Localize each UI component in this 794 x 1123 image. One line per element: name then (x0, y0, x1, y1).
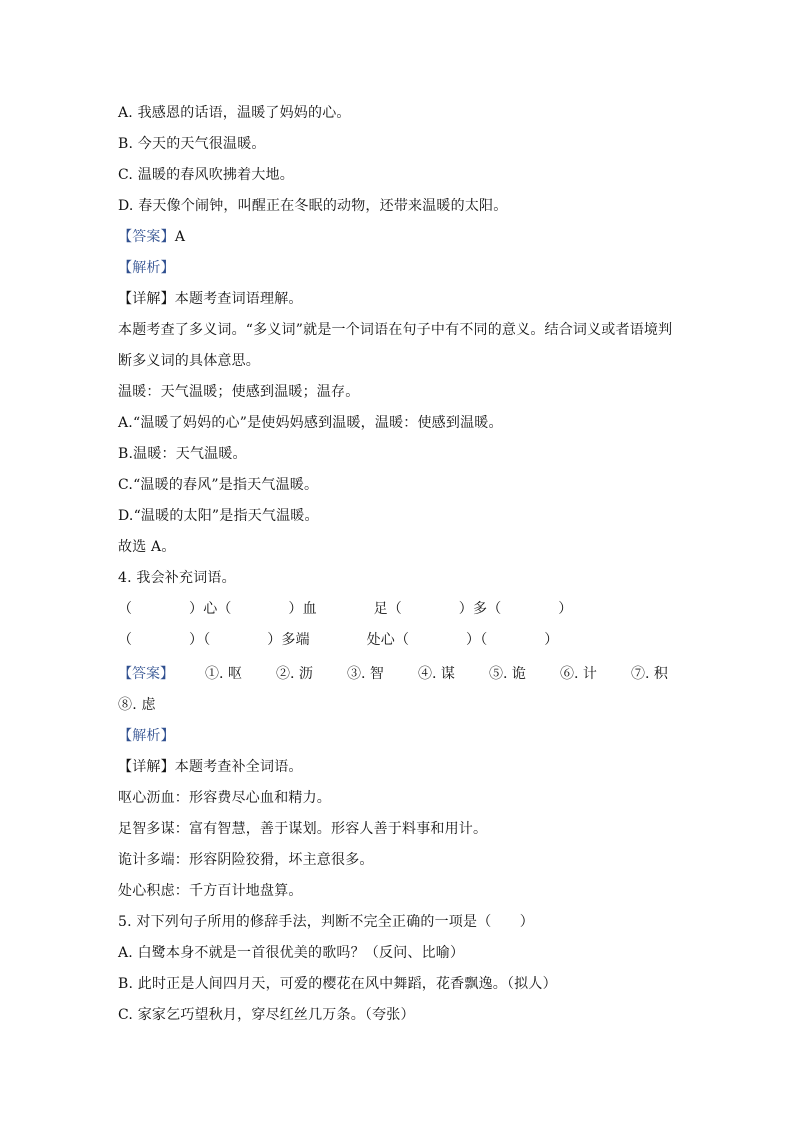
option-c: C. 温暖的春风吹拂着大地。 (118, 167, 294, 183)
answer-item: ⑥. 计 (560, 666, 597, 682)
answer-value: A (174, 229, 186, 245)
answer-item: ⑦. 积 (631, 666, 668, 682)
analysis-label: 【解析】 (118, 728, 175, 744)
detail-line: 诡计多端：形容阴险狡猾，坏主意很多。 (118, 852, 374, 868)
detail-line: 处心积虑：千方百计地盘算。 (118, 883, 303, 899)
detail-line: 断多义词的具体意思。 (118, 353, 260, 369)
answer-line (118, 228, 185, 246)
detail-line: B.温暖：天气温暖。 (118, 446, 247, 462)
option-b: B. 此时正是人间四月天，可爱的樱花在风中舞蹈，花香飘逸。（拟人） (118, 976, 557, 992)
question-4-row: （ ）心（ ）血 足（ ）多（ ） (118, 601, 573, 617)
detail-line: 本题考查了多义词。“多义词”就是一个词语在句子中有不同的意义。结合词义或者语境判 (118, 322, 673, 338)
detail-line: D.“温暖的太阳”是指天气温暖。 (118, 508, 319, 524)
answer-item: ②. 沥 (276, 666, 313, 682)
option-c: C. 家家乞巧望秋月，穿尽红丝几万条。（夸张） (118, 1007, 415, 1023)
detail-line: C.“温暖的春风”是指天气温暖。 (118, 477, 319, 493)
option-b: B. 今天的天气很温暖。 (118, 136, 266, 152)
option-a: A. 我感恩的话语，温暖了妈妈的心。 (118, 105, 351, 121)
answer-item: ⑤. 诡 (489, 666, 526, 682)
detail-line: A.“温暖了妈妈的心”是使妈妈感到温暖，温暖：使感到温暖。 (118, 415, 503, 431)
question-4-title: 4. 我会补充词语。 (118, 570, 236, 586)
answer-label: 【答案】 (118, 229, 175, 245)
answer-item: ⑧. 虑 (118, 697, 156, 713)
answer-item: ①. 呕 (205, 666, 242, 682)
detail-line: 温暖：天气温暖；使感到温暖；温存。 (118, 384, 360, 400)
detail-line: 故选 A。 (118, 539, 176, 555)
answer-label: 【答案】 (118, 666, 174, 682)
detail-line: 【详解】本题考查词语理解。 (118, 291, 303, 307)
option-a: A. 白鹭本身不就是一首很优美的歌吗？（反问、比喻） (118, 945, 465, 961)
option-d: D. 春天像个闹钟，叫醒正在冬眠的动物，还带来温暖的太阳。 (118, 198, 508, 214)
question-4-row: （ ）（ ）多端 处心（ ）（ ） (118, 632, 559, 648)
answer-item: ③. 智 (347, 666, 384, 682)
question-5-title: 5. 对下列句子所用的修辞手法，判断不完全正确的一项是（ ） (118, 914, 535, 930)
detail-line: 呕心沥血：形容费尽心血和精力。 (118, 790, 331, 806)
detail-line: 【详解】本题考查补全词语。 (118, 759, 303, 775)
analysis-label: 【解析】 (118, 260, 175, 276)
answer-item: ④. 谋 (418, 666, 455, 682)
detail-line: 足智多谋：富有智慧，善于谋划。形容人善于料事和用计。 (118, 821, 488, 837)
